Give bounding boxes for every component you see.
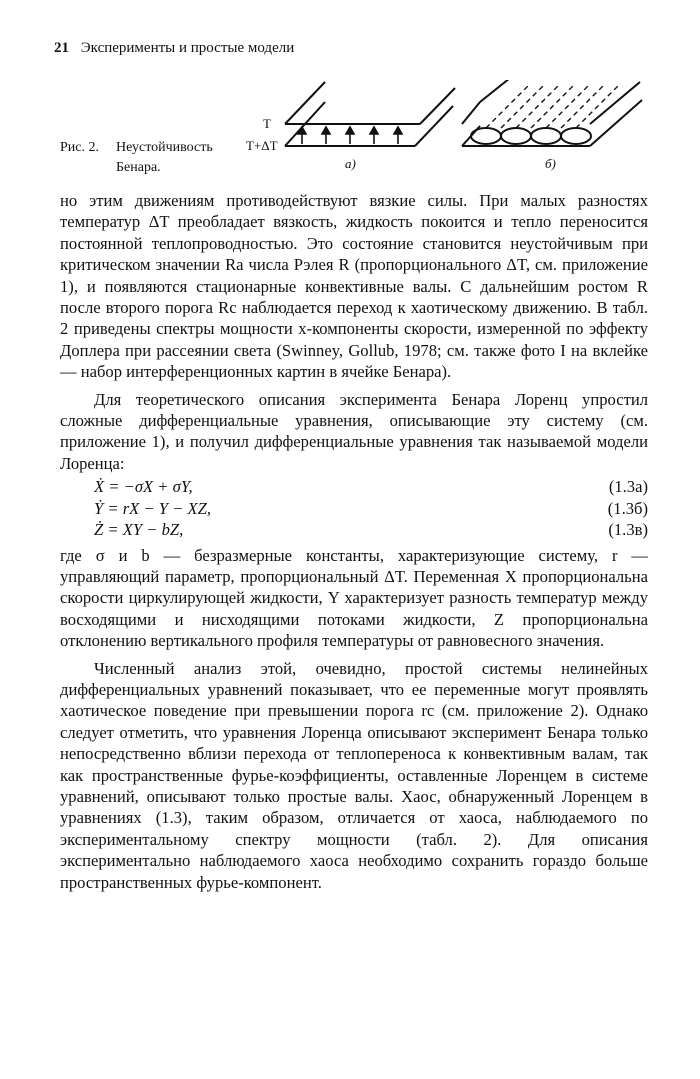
caption-label: Рис. 2.	[60, 140, 99, 155]
paragraph-4: Численный анализ этой, очевидно, простой системы нелинейных дифференциальных уравнений показывает, что ее переменные могут проявлять хаотическое поведение при превышении порога rc (см. приложение 2). Однако следует отметить, что уравнения Лоренца описывают эксперимент Бенара только непосредственно вблизи перехода от теплопереноса к конвективным валам, так как пространственные фурье-коэффициенты, оставленные Лоренцем в системе уравнений, описывают только простые валы. Хаос, обнаруженный Лоренцем в уравнениях (1.3), таким образом, отличается от хаоса, наблюдаемого по экспериментальному спектру мощности (табл. 2). Для описания экспериментально наблюдаемого хаоса необходимо сохранить гораздо больше пространственных фурье-компонент.	[60, 658, 648, 892]
paragraph-3: где σ и b — безразмерные константы, характеризующие систему, r — управляющий параметр, пропорциональный ΔT. Переменная X пропорциональна скорости циркулирующей жидкости, Y характеризует разность температур между восходящими и нисходящими потоками жидкости, Z пропорциональна отклонению вертикального профиля температуры от равновесного значения.	[60, 545, 648, 651]
equation-number: (1.3a)	[608, 477, 648, 497]
panel-a-plates	[285, 82, 455, 146]
equation-body: Ẋ = −σX + σY,	[94, 477, 193, 497]
panel-b-rolls	[471, 128, 591, 144]
equation-number: (1.3в)	[608, 520, 648, 540]
benard-figure	[230, 80, 660, 192]
equation-row	[60, 476, 648, 497]
equation-row	[60, 498, 648, 519]
running-title: Эксперименты и простые модели	[80, 40, 295, 56]
equation-body: Ẏ = rX − Y − XZ,	[94, 498, 212, 518]
caption-line-2: Бенара.	[116, 160, 161, 175]
equation-row	[60, 519, 648, 540]
paragraph-2: Для теоретического описания эксперимента Бенара Лоренц упростил сложные дифференциальные уравнения, описывающие эту систему (см. приложение 1), и получил дифференциальные уравнения так называемой модели Лоренца:	[60, 389, 648, 473]
equation-body: Ż = XY − bZ,	[94, 520, 184, 540]
caption-line-1: Неустойчивость	[116, 140, 213, 155]
figure-caption	[60, 138, 213, 178]
label-temp-bottom: T+ΔT	[246, 138, 278, 153]
paragraph-1: но этим движениям противодействуют вязкие силы. При малых разностях температур ΔT преобладает вязкость, жидкость покоится и тепло переносится постоянной теплопроводностью. Это состояние становится неустойчивым при критическом значении Ra числа Рэлея R (пропорционального ΔT, см. приложение 1), и появляются стационарные конвективные валы. С дальнейшим ростом R после второго порога Rc наблюдается переход к хаотическому движению. В табл. 2 приведены спектры мощности x-компоненты скорости, измеренной по эффекту Доплера при рассеянии света (Swinney, Gollub, 1978; см. также фото I на вклейке — набор интерференционных картин в ячейке Бенара).	[60, 191, 648, 382]
panel-a-arrows	[298, 127, 402, 144]
benard-diagram	[230, 80, 660, 192]
page-body	[60, 190, 648, 893]
equation-number: (1.3б)	[607, 498, 648, 518]
label-temp-top: T	[263, 116, 271, 131]
panel-b-label: б)	[545, 156, 556, 171]
page-number: 21	[54, 40, 69, 56]
running-header	[54, 40, 294, 57]
panel-a-label: a)	[345, 156, 356, 171]
lorenz-equations	[60, 476, 648, 540]
panel-b-roll-axes	[486, 84, 620, 128]
